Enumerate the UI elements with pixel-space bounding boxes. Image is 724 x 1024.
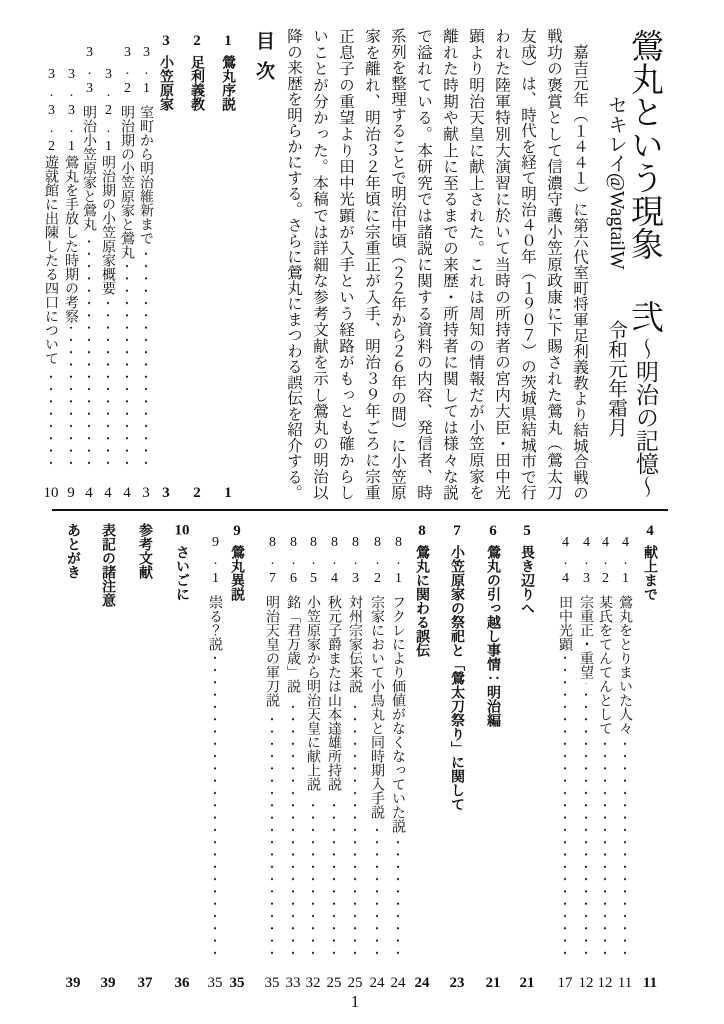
page-number: 24 [414,975,430,991]
section-number: 2 [189,33,205,49]
section-title: 小笠原家 [158,55,174,111]
leader-dots [98,299,118,469]
page-number: 21 [519,975,535,991]
toc-entry-3-2-1 [98,67,118,501]
section-number: 3 [158,33,174,49]
section-title: 祟る？説 [207,595,223,651]
page-number: 37 [137,975,153,991]
page-number: 24 [369,975,385,991]
section-title: 足利義教 [189,55,205,111]
toc-entry-2 [187,33,207,501]
leader-space [187,115,207,469]
section-number: 4 [642,523,658,539]
section-title: 鶯丸を手放した時期の考察 [63,155,79,323]
page-number: 1 [224,485,232,501]
page-number: 4 [104,485,112,501]
page-number: 36 [174,975,190,991]
toc-entry-4-3 [576,535,596,991]
page-number: 11 [642,975,658,991]
leader-space [156,115,176,469]
leader-dots [41,369,61,469]
abstract-line: 戦功の褒賞として信濃守護小笠原政康に下賜された鶯丸（鶯太刀 [545,28,563,500]
page-number: 3 [142,485,150,501]
leader-dots [345,697,365,959]
author-handle: @WagtailW [606,173,627,270]
abstract-line: 正息子の重望より田中光顕が入手という経路がもっとも確からし [337,28,355,500]
section-title: フクレにより価値がなくなっていた説 [390,595,406,833]
abstract [281,28,593,500]
publication-date: 令和元年霜月 [605,320,628,437]
toc-entry-8-2 [367,535,387,991]
page-number: 12 [597,975,613,991]
page-number: 12 [578,975,594,991]
section-title: あとがき [65,523,81,579]
page-number: 3 [162,485,170,501]
leader-space [172,605,192,959]
section-number: 4.4 [558,535,573,589]
toc-entry-afterword [63,523,83,991]
abstract-line: 友成）は、時代を経て明治４０年（１９０７）の茨城県結城市で行 [519,28,537,501]
section-title: 秋元子爵または山本達雄所持説 [326,595,342,791]
page-number: 32 [305,975,321,991]
toc-entry-8-5 [303,535,323,991]
leader-dots [367,823,387,959]
leader-dots [388,837,408,959]
leader-space [447,815,467,959]
section-number: 4.1 [618,535,633,589]
leader-space [640,605,660,959]
section-title: 鶯丸をとりまいた人々 [617,595,633,735]
section-number: 8 [414,523,430,539]
toc-entry-8-7 [262,535,282,991]
toc-entry-7 [447,523,467,991]
leader-dots [303,795,323,959]
toc-entry-8-1 [388,535,408,991]
leader-dots [595,739,615,959]
leader-dots [79,235,99,469]
section-title: 鶯丸に関わる誤伝 [414,545,430,657]
section-title: さいごに [174,545,190,601]
section-title: 鶯丸序説 [220,55,236,111]
section-number: 6 [485,523,501,539]
section-title: 宗家において小鳥丸と同時期入手説 [369,595,385,819]
section-title: 表記の諸注意 [100,523,116,607]
section-title: 田中光顕 [557,595,573,651]
page-number: 39 [65,975,81,991]
leader-dots [136,249,156,469]
page-number: 21 [485,975,501,991]
section-number: 10 [174,523,190,538]
toc-entry-8-3 [345,535,365,991]
page-folio: 1 [350,992,360,1011]
abstract-line: 離れた時期や献上に至るまでの来歴・所持者に関しては様々な説 [441,28,459,500]
section-number: 5 [519,523,535,539]
section-number: 3.3.1 [64,67,79,157]
section-number: 3.2 [120,45,135,99]
toc-heading: 目次 [253,31,275,91]
section-title: 参考文献 [137,523,153,579]
document-subtitle: 〜明治の記憶〜 [632,337,658,498]
section-title: 畏き辺りへ [519,545,535,615]
abstract-line: 顕より明治天皇に献上された。これは周知の情報だが小笠原家を [467,28,485,500]
page-number: 25 [347,975,363,991]
section-number: 8.2 [370,535,385,589]
leader-space [227,605,247,959]
leader-space [218,115,238,469]
section-number: 3.3 [82,45,97,99]
toc-entry-9-1 [205,535,225,991]
leader-dots [615,739,635,959]
toc-entry-3 [156,33,176,501]
toc-entry-3-3 [79,45,99,501]
toc-entry-4-4 [555,535,575,991]
page-number: 4 [85,485,93,501]
author-name: セキレイ [605,95,628,173]
section-number: 8.1 [391,535,406,589]
toc-entry-10 [172,523,192,991]
section-number: 9.1 [208,535,223,589]
toc-entry-9 [227,523,247,991]
section-number: 4.3 [579,535,594,589]
section-number: 7 [449,523,465,539]
leader-dots [205,655,225,959]
leader-space [63,583,83,959]
section-title: 銘「君万歳」説 [285,595,301,693]
section-title: 鶯丸異説 [229,545,245,601]
section-title: 室町から明治維新まで [138,105,154,245]
section-title: 小笠原家の祭祀と「鶯太刀祭り」に関して [449,545,465,811]
page-number: 10 [43,485,59,501]
section-number: 8.5 [306,535,321,589]
leader-dots [324,795,344,959]
page-number: 35 [264,975,280,991]
volume-number: 弐 [626,300,665,333]
horizontal-divider [52,509,668,511]
section-number: 4.2 [598,535,613,589]
section-title: 宗重正・重望 [578,595,594,679]
section-number: 1 [220,33,236,49]
toc-entry-3-1 [136,45,156,501]
toc-entry-8 [412,523,432,991]
section-title: 鶯丸の引っ越し事情：明治編 [485,545,501,727]
leader-space [98,611,118,959]
toc-entry-notation-notes [98,523,118,991]
toc-entry-references [135,523,155,991]
section-title: 某氏をてんてんとして [597,595,613,735]
leader-dots [555,655,575,959]
abstract-line: 系列を整理することで明治中頃（２２年から２６年の間）に小笠原 [389,28,407,500]
document-title: 鶯丸という現象 [626,29,665,260]
section-number: 3.2.1 [101,67,116,157]
toc-entry-8-6 [283,535,303,991]
section-title: 小笠原家から明治天皇に献上説 [305,595,321,791]
page-number: 23 [449,975,465,991]
abstract-line: いことが分かった。本稿では詳細な参考文献を示し鶯丸の明治以 [311,28,329,500]
section-number: 8.7 [265,535,280,589]
section-number: 8.4 [327,535,342,589]
section-title: 対州宗家伝来説 [347,595,363,693]
section-number: 8.3 [348,535,363,589]
toc-entry-1 [218,33,238,501]
toc-entry-3-2 [117,45,137,501]
toc-entry-4 [640,523,660,991]
page-number: 25 [326,975,342,991]
leader-dots [262,711,282,959]
page-number: 35 [207,975,223,991]
author [601,95,631,270]
section-number: 8.6 [286,535,301,589]
page-number: 33 [285,975,301,991]
leader-dots [117,263,137,469]
leader-dots [283,697,303,959]
toc-entry-8-4 [324,535,344,991]
page-number: 39 [100,975,116,991]
toc-entry-6 [483,523,503,991]
section-title: 献上まで [642,545,658,601]
page-number: 2 [193,485,201,501]
section-title: 明治天皇の軍刀説 [264,595,280,707]
page-number: 9 [67,485,75,501]
toc-entry-4-2 [595,535,615,991]
page-number: 11 [617,975,633,991]
leader-space [483,731,503,959]
abstract-line: で溢れている。本研究では諸説に関する資料の内容、発信者、時 [415,28,433,500]
page-number: 24 [390,975,406,991]
section-number: 9 [229,523,245,539]
leader-space [517,619,537,959]
toc-entry-3-3-2 [41,67,61,501]
section-number: 3.3.2 [44,67,59,157]
page-number: 35 [229,975,245,991]
leader-space [412,661,432,959]
toc-entry-3-3-1 [61,67,81,501]
toc-entry-5 [517,523,537,991]
section-title: 遊就館に出陳したる四口について [43,155,59,365]
abstract-line: われた陸軍特別大演習に於いて当時の所持者の宮内大臣・田中光 [493,28,511,500]
toc-entry-4-1 [615,535,635,991]
page-number: 4 [123,485,131,501]
section-number: 3.1 [139,45,154,99]
abstract-line: 家を離れ、明治３２年頃に宗重正が入手、明治３９年ごろに宗重 [363,28,381,500]
leader-dots [61,327,81,469]
page-number: 17 [557,975,573,991]
abstract-line: 降の来歴を明らかにする。さらに鶯丸にまつわる誤伝を紹介する。 [285,28,303,500]
section-title: 明治小笠原家と鶯丸 [81,105,97,231]
section-title: 明治期の小笠原家概要 [100,155,116,295]
abstract-line: 嘉吉元年（１４４１）に第六代室町将軍足利義教より結城合戦の [571,43,589,500]
leader-space [135,583,155,959]
leader-dots [576,683,596,959]
section-title: 明治期の小笠原家と鶯丸 [119,105,135,259]
